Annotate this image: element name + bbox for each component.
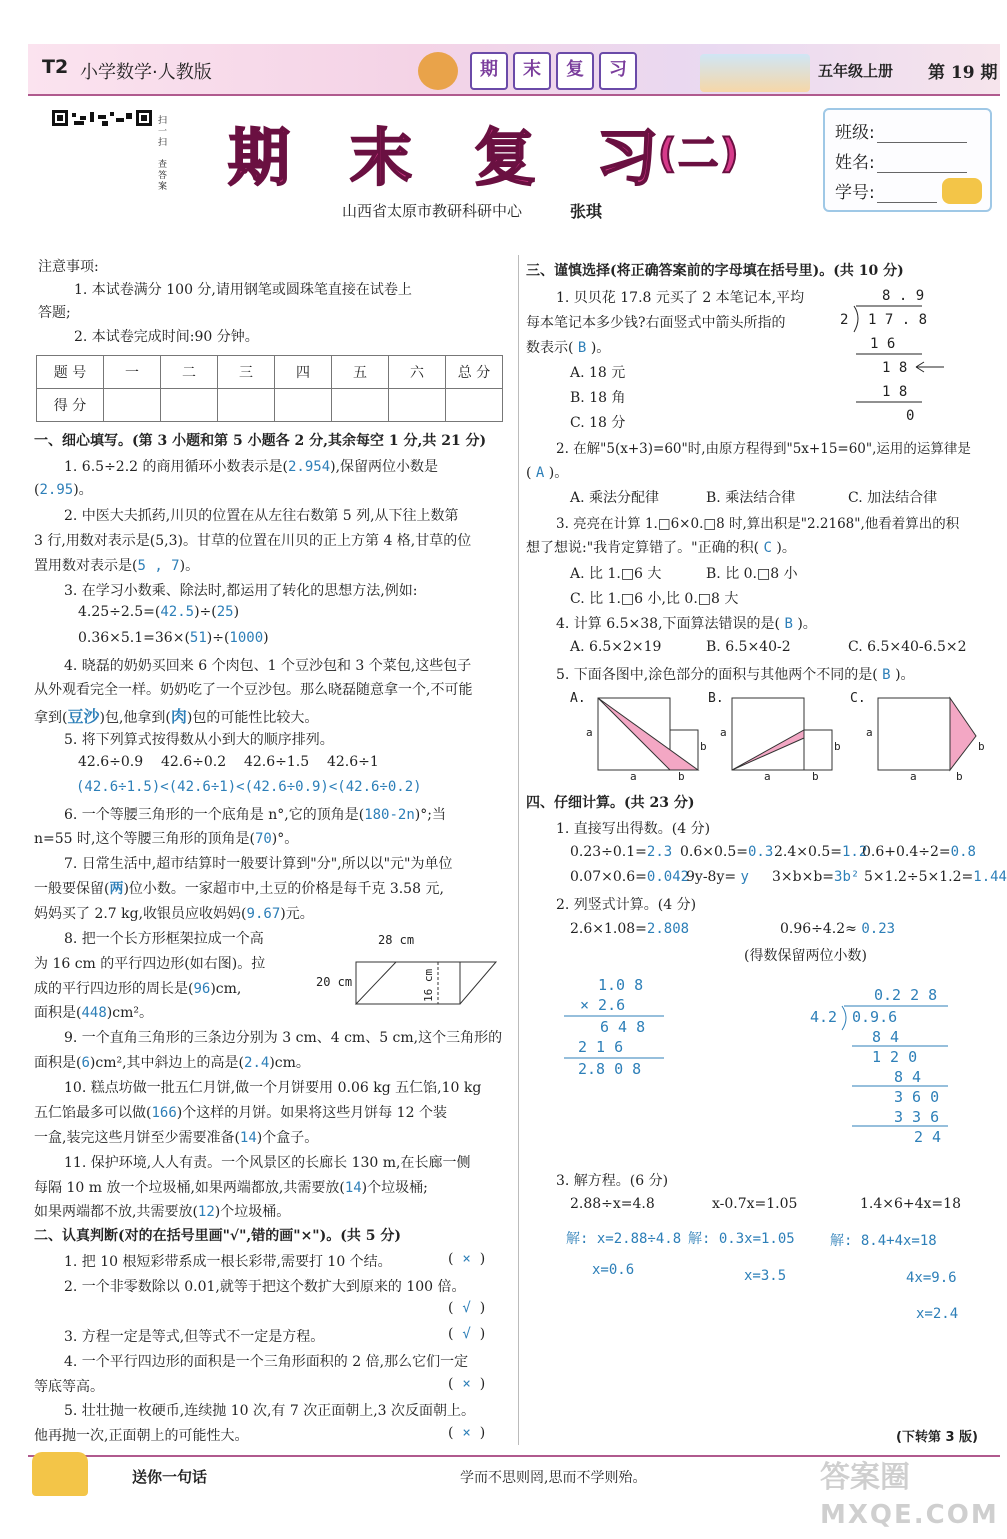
s1-q9-line2: 面积是(6)cm²,其中斜边上的高是(2.4)cm。: [34, 1055, 310, 1071]
s3-q3-opt-b: B. 比 0.□8 小: [706, 566, 798, 582]
answer-text: 180-2n: [364, 807, 415, 823]
label-28cm: 28 cm: [378, 933, 415, 947]
s3-q3-line1: 3. 亮亮在计算 1.□6×0.□8 时,算出积是"2.2168",他看着算出的积: [556, 516, 960, 532]
answer-text: A: [535, 465, 545, 481]
answer-text: 51: [189, 630, 207, 646]
name-field[interactable]: 姓名:: [835, 148, 967, 173]
svg-text:a: a: [586, 726, 593, 739]
answer-text: 25: [216, 604, 234, 620]
subject-label: 小学数学·人教版: [80, 62, 212, 83]
s4-p1-item-7: 3×b×b=3b²: [772, 869, 860, 885]
lion-mascot-icon: [418, 52, 458, 90]
answer-text: B: [577, 340, 587, 356]
s3-q2-opt-a: A. 乘法分配律: [570, 490, 660, 506]
tab-mo: 末: [513, 52, 551, 90]
answer-text: 448: [81, 1005, 107, 1021]
figure-label-b: B.: [708, 691, 724, 706]
tab-fu: 复: [556, 52, 594, 90]
s1-q9-line1: 9. 一个直角三角形的三条边分别为 3 cm、4 cm、5 cm,这个三角形的: [64, 1030, 503, 1046]
small-rect-b: [804, 730, 832, 770]
s4-p1-item-3: 2.4×0.5=1.2: [774, 844, 868, 860]
s3-q2-opt-c: C. 加法结合律: [848, 490, 938, 506]
s1-q11-line3: 如果两端都不放,共需要放(12)个垃圾桶。: [34, 1204, 291, 1220]
page-code: T2: [42, 56, 69, 78]
score-table: [36, 355, 503, 422]
s2-q5-line1: 5. 壮壮抛一枚硬币,连续抛 10 次,有 7 次正面朝上,3 次反面朝上。: [64, 1403, 476, 1419]
s3-q1-opt-a: A. 18 元: [570, 365, 626, 381]
svg-text:1.0 8: 1.0 8: [598, 976, 644, 994]
s4-p3-title: 3. 解方程。(6 分): [556, 1173, 669, 1189]
answer-text: 2.954: [287, 459, 331, 475]
score-cell[interactable]: [389, 389, 446, 422]
answer-text: 两: [109, 881, 124, 897]
s2-q1-answer: ( × ): [448, 1251, 486, 1267]
s3-q4-line1: 4. 计算 6.5×38,下面算法错误的是( B )。: [556, 616, 817, 632]
title-suffix: (二): [658, 131, 741, 177]
equation-2: x-0.7x=1.05: [712, 1196, 798, 1212]
figure-a: [570, 691, 707, 783]
s3-q2-line2: ( A )。: [526, 465, 569, 481]
svg-text:a: a: [866, 726, 873, 739]
table-cell: 一: [104, 356, 161, 389]
solution-3-step3: x=2.4: [916, 1306, 959, 1322]
s2-q3: 3. 方程一定是等式,但等式不一定是方程。: [64, 1329, 325, 1345]
answer-text: 豆沙: [67, 707, 100, 726]
notice-line2: 2. 本试卷完成时间:90 分钟。: [74, 329, 259, 345]
s2-q4-line1: 4. 一个平行四边形的面积是一个三角形面积的 2 倍,那么它们一定: [64, 1354, 469, 1370]
giraffe-mascot-icon: [32, 1452, 88, 1496]
score-cell[interactable]: [332, 389, 389, 422]
svg-text:a: a: [720, 726, 727, 739]
parallelogram-figure: [310, 930, 510, 1010]
s2-q1: 1. 把 10 根短彩带系成一根长彩带,需要打 10 个结。: [64, 1254, 392, 1270]
s4-p2-q1: 2.6×1.08=2.808: [570, 921, 690, 937]
s1-q4-line2: 从外观看完全一样。奶奶吃了一个豆沙包。那么晓磊随意拿一个,不可能: [34, 682, 473, 698]
student-id-field[interactable]: 学号:: [835, 178, 937, 203]
s1-q10-line1: 10. 糕点坊做一批五仁月饼,做一个月饼要用 0.06 kg 五仁馅,10 kg: [64, 1080, 482, 1096]
svg-text:b: b: [956, 770, 963, 783]
s3-q1-division: [836, 282, 956, 428]
s1-q5-answer: (42.6÷1.5)<(42.6÷1)<(42.6÷0.9)<(42.6÷0.2): [76, 779, 422, 795]
answer-text: 2.95: [39, 482, 74, 498]
s3-q4-opt-b: B. 6.5×40-2: [706, 639, 791, 655]
table-cell: 四: [275, 356, 332, 389]
s3-q4-opt-c: C. 6.5×40-6.5×2: [848, 639, 967, 655]
section1-title: 一、细心填写。(第 3 小题和第 5 小题各 2 分,其余每空 1 分,共 21 分): [34, 433, 487, 449]
s1-q8-line2: 为 16 cm 的平行四边形(如右图)。拉: [34, 956, 266, 972]
solution-1-step2: x=0.6: [592, 1262, 635, 1278]
answer-text: 9.67: [246, 906, 281, 922]
rectangle-shape: [356, 962, 460, 1004]
s3-q3-line2: 想了想说:"我肯定算错了。"正确的积( C )。: [526, 540, 796, 556]
svg-text:b: b: [978, 740, 985, 753]
footer-quote: 学而不思则罔,思而不学则殆。: [460, 1470, 647, 1486]
svg-text:0.2 2 8: 0.2 2 8: [874, 986, 938, 1004]
tab-xi: 习: [599, 52, 637, 90]
label-20cm: 20 cm: [316, 975, 353, 989]
svg-text:2.8 0 8: 2.8 0 8: [578, 1060, 642, 1078]
notice-heading: 注意事项:: [38, 259, 99, 275]
score-cell[interactable]: [275, 389, 332, 422]
figure-label-c: C.: [850, 691, 866, 706]
step3: 1 8: [882, 384, 908, 400]
svg-text:2 4: 2 4: [914, 1128, 942, 1146]
quotient: 8 . 9: [882, 288, 925, 304]
answer-text: 1000: [229, 630, 264, 646]
s4-p2-title: 2. 列竖式计算。(4 分): [556, 897, 697, 913]
svg-text:8 4: 8 4: [872, 1028, 900, 1046]
watermark-url: MXQE.COM: [820, 1500, 999, 1530]
castle-illustration-icon: [700, 54, 810, 92]
s1-q8-line3: 成的平行四边形的周长是(96)cm,: [34, 981, 242, 997]
figure-label-a: A.: [570, 691, 586, 706]
score-cell[interactable]: [104, 389, 161, 422]
watermark-logo: 答案圈: [820, 1460, 910, 1495]
square-b: [732, 698, 804, 770]
issue-label: 第 19 期: [928, 63, 998, 83]
svg-text:a: a: [630, 770, 637, 783]
s3-q1-opt-b: B. 18 角: [570, 390, 626, 406]
solution-2-step1: 解: 0.3x=1.05: [688, 1231, 795, 1247]
svg-text:0.9.6: 0.9.6: [852, 1008, 898, 1026]
svg-text:6 4 8: 6 4 8: [600, 1018, 646, 1036]
svg-text:3 6 0: 3 6 0: [894, 1088, 940, 1106]
table-cell: 三: [218, 356, 275, 389]
student-info-box: [823, 108, 992, 212]
svg-text:a: a: [764, 770, 771, 783]
solution-3-step1: 解: 8.4+4x=18: [830, 1233, 937, 1249]
score-cell[interactable]: [218, 389, 275, 422]
equation-1: 2.88÷x=4.8: [570, 1196, 655, 1212]
svg-text:b: b: [834, 740, 841, 753]
s1-q1-line2: (2.95)。: [34, 482, 93, 498]
svg-text:× 2.6: × 2.6: [580, 996, 626, 1014]
title-char-qi: 期: [228, 121, 293, 194]
s1-q7-line3: 妈妈买了 2.7 kg,收银员应收妈妈(9.67)元。: [34, 906, 314, 922]
s4-p2-q2: 0.96÷4.2≈ 0.23: [780, 921, 896, 937]
s1-q4-line1: 4. 晓磊的奶奶买回来 6 个肉包、1 个豆沙包和 3 个菜包,这些包子: [64, 658, 472, 674]
column-divider: [518, 255, 519, 1445]
s4-p1-item-1: 0.23÷0.1=2.3: [570, 844, 673, 860]
figure-c: [850, 691, 985, 783]
answer-text: 肉: [170, 707, 187, 726]
s2-q4-answer: ( × ): [448, 1376, 486, 1392]
s1-q2-line1: 2. 中医大夫抓药,川贝的位置在从左往右数第 5 列,从下往上数第: [64, 508, 459, 524]
answer-text: 166: [151, 1105, 177, 1121]
s1-q6-line1: 6. 一个等腰三角形的一个底角是 n°,它的顶角是(180-2n)°;当: [64, 807, 446, 823]
table-cell: 六: [389, 356, 446, 389]
table-cell: 题 号: [37, 356, 104, 389]
author-name: 张琪: [570, 202, 603, 221]
answer-text: 2.4: [244, 1055, 270, 1071]
s3-q1-line1: 1. 贝贝花 17.8 元买了 2 本笔记本,平均: [556, 290, 805, 306]
section3-title: 三、谨慎选择(将正确答案前的字母填在括号里)。(共 10 分): [526, 263, 904, 279]
s3-q2-opt-b: B. 乘法结合律: [706, 490, 796, 506]
arrow-icon: [916, 362, 944, 372]
square-c: [878, 698, 950, 770]
s4-p1-title: 1. 直接写出得数。(4 分): [556, 821, 711, 837]
divisor: 2: [840, 312, 849, 328]
grade-label: 五年级上册: [818, 62, 894, 80]
s3-q5-line1: 5. 下面各图中,涂色部分的面积与其他两个不同的是( B )。: [556, 667, 915, 683]
notice-line1: 1. 本试卷满分 100 分,请用钢笔或圆珠笔直接在试卷上: [74, 282, 412, 298]
s1-q7-line1: 7. 日常生活中,超市结算时一般要计算到"分",所以以"元"为单位: [64, 856, 453, 872]
s3-q5-figures: [560, 686, 1000, 782]
s1-q4-line3: 拿到(豆沙)包,他拿到(肉)包的可能性比较大。: [34, 707, 319, 726]
answer-text: 96: [193, 981, 211, 997]
answer-text: 5 , 7: [137, 558, 180, 574]
answer-text: 6: [81, 1055, 90, 1071]
giraffe-icon: [942, 178, 982, 204]
shaded-triangle-a: [598, 698, 698, 770]
s1-q10-line3: 一盒,装完这些月饼至少需要准备(14)个盒子。: [34, 1130, 319, 1146]
s4-p2-note: (得数保留两位小数): [744, 948, 867, 964]
s2-q2-answer: ( √ ): [448, 1300, 486, 1316]
section4-title: 四、仔细计算。(共 23 分): [526, 795, 695, 811]
answer-text: 70: [254, 831, 272, 847]
svg-text:b: b: [678, 770, 685, 783]
s1-q8-line1: 8. 把一个长方形框架拉成一个高: [64, 931, 264, 947]
s3-q2-line1: 2. 在解"5(x+3)=60"时,由原方程得到"5x+15=60",运用的运算律是: [556, 441, 971, 457]
s2-q4-line2: 等底等高。: [34, 1379, 104, 1395]
answer-text: 14: [239, 1130, 257, 1146]
s1-q3-line1: 3. 在学习小数乘、除法时,都运用了转化的思想方法,例如:: [64, 583, 418, 599]
s1-q8-line4: 面积是(448)cm²。: [34, 1005, 153, 1021]
author-org: 山西省太原市教研科研中心: [342, 202, 523, 220]
s1-q2-line2: 3 行,用数对表示是(5,3)。甘草的位置在川贝的正上方第 4 格,甘草的位: [34, 533, 472, 549]
header-divider: [28, 94, 1000, 96]
s1-q1-line1: 1. 6.5÷2.2 的商用循环小数表示是(2.954),保留两位小数是: [64, 459, 439, 475]
title-char-xi: 习: [596, 121, 661, 194]
s1-q11-line2: 每隔 10 m 放一个垃圾桶,如果两端都放,共需要放(14)个垃圾桶;: [34, 1180, 428, 1196]
s2-q2: 2. 一个非零数除以 0.01,就等于把这个数扩大到原来的 100 倍。: [64, 1279, 466, 1295]
step2: 1 8: [882, 360, 908, 376]
shaded-triangle-c: [950, 698, 976, 770]
qr-code-icon[interactable]: [52, 110, 152, 128]
answer-text: B: [784, 616, 793, 632]
s1-q10-line2: 五仁馅最多可以做(166)个这样的月饼。如果将这些月饼每 12 个装: [34, 1105, 447, 1121]
s4-p1-item-4: 0.6+0.4÷2=0.8: [862, 844, 976, 860]
s1-q5-items: 42.6÷0.9 42.6÷0.2 42.6÷1.5 42.6÷1: [78, 754, 379, 770]
svg-text:1 2 0: 1 2 0: [872, 1048, 918, 1066]
s1-q6-line2: n=55 时,这个等腰三角形的顶角是(70)°。: [34, 831, 299, 847]
shaded-triangle-b: [732, 730, 804, 770]
svg-text:b: b: [700, 740, 707, 753]
svg-text:4.2: 4.2: [810, 1008, 838, 1026]
answer-text: 12: [197, 1204, 215, 1220]
svg-text:b: b: [812, 770, 819, 783]
table-cell: 五: [332, 356, 389, 389]
s3-q3-opt-c: C. 比 1.□6 小,比 0.□8 大: [570, 591, 739, 607]
label-16cm: 16 cm: [422, 968, 435, 1002]
s1-q11-line1: 11. 保护环境,人人有责。一个风景区的长廊长 130 m,在长廊一侧: [64, 1155, 471, 1171]
solution-1-step1: 解: x=2.88÷4.8: [566, 1231, 682, 1247]
s1-q2-line3: 置用数对表示是(5 , 7)。: [34, 558, 200, 574]
s1-q7-line2: 一般要保留(两)位小数。一家超市中,土豆的价格是每千克 3.58 元,: [34, 881, 444, 897]
answer-text: B: [882, 667, 891, 683]
division-work: [808, 980, 958, 1146]
s1-q3-line3: 0.36×5.1=36×(51)÷(1000): [78, 630, 269, 646]
score-table-header-row: [37, 356, 503, 389]
s3-q1-line3: 数表示( B )。: [526, 340, 611, 356]
answer-text: 42.5: [160, 604, 195, 620]
s2-q5-line2: 他再抛一次,正面朝上的可能性大。: [34, 1428, 249, 1444]
s2-q5-answer: ( × ): [448, 1425, 486, 1441]
svg-text:2 1 6: 2 1 6: [578, 1038, 624, 1056]
table-cell: 二: [161, 356, 218, 389]
figure-b: [708, 691, 841, 783]
class-field[interactable]: 班级:: [835, 118, 967, 143]
solution-3-step2: 4x=9.6: [906, 1270, 957, 1286]
score-cell[interactable]: [446, 389, 503, 422]
table-cell: 得 分: [37, 389, 104, 422]
title-char-mo: 末: [350, 121, 415, 194]
equation-3: 1.4×6+4x=18: [860, 1196, 961, 1212]
score-table-score-row: [37, 389, 503, 422]
s4-p1-item-2: 0.6×0.5=0.3: [680, 844, 774, 860]
svg-text:a: a: [910, 770, 917, 783]
tab-qi: 期: [470, 52, 508, 90]
table-cell: 总 分: [446, 356, 503, 389]
remainder: 0: [906, 408, 915, 424]
section2-title: 二、认真判断(对的在括号里画"√",错的画"×")。(共 5 分): [34, 1228, 401, 1244]
step1: 1 6: [870, 336, 896, 352]
dividend: 1 7 . 8: [868, 312, 928, 328]
scan-hint: 扫 一 扫 查 答 案: [158, 116, 168, 192]
s3-q1-opt-c: C. 18 分: [570, 415, 626, 431]
continue-note: (下转第 3 版): [896, 1430, 978, 1445]
multiplication-work: [560, 972, 680, 1082]
title-char-fu: 复: [474, 121, 539, 194]
s4-p1-item-8: 5×1.2÷5×1.2=1.44: [864, 869, 1007, 885]
answer-text: C: [763, 540, 772, 556]
s4-p1-item-6: 9y-8y= y: [686, 869, 749, 885]
s1-q5-line1: 5. 将下列算式按得数从小到大的顺序排列。: [64, 732, 334, 748]
svg-text:3 3 6: 3 3 6: [894, 1108, 940, 1126]
notice-line1-cont: 答题;: [38, 305, 71, 321]
s3-q4-opt-a: A. 6.5×2×19: [570, 639, 662, 655]
s3-q3-opt-a: A. 比 1.□6 大: [570, 566, 662, 582]
footer-gift-label: 送你一句话: [132, 1468, 208, 1486]
s2-q3-answer: ( √ ): [448, 1326, 486, 1342]
s3-q1-line2: 每本笔记本多少钱?右面竖式中箭头所指的: [526, 315, 786, 331]
score-cell[interactable]: [161, 389, 218, 422]
answer-text: 14: [344, 1180, 362, 1196]
s1-q3-line2: 4.25÷2.5=(42.5)÷(25): [78, 604, 240, 620]
solution-2-step2: x=3.5: [744, 1268, 787, 1284]
svg-text:8 4: 8 4: [894, 1068, 922, 1086]
s4-p1-item-5: 0.07×0.6=0.042: [570, 869, 690, 885]
